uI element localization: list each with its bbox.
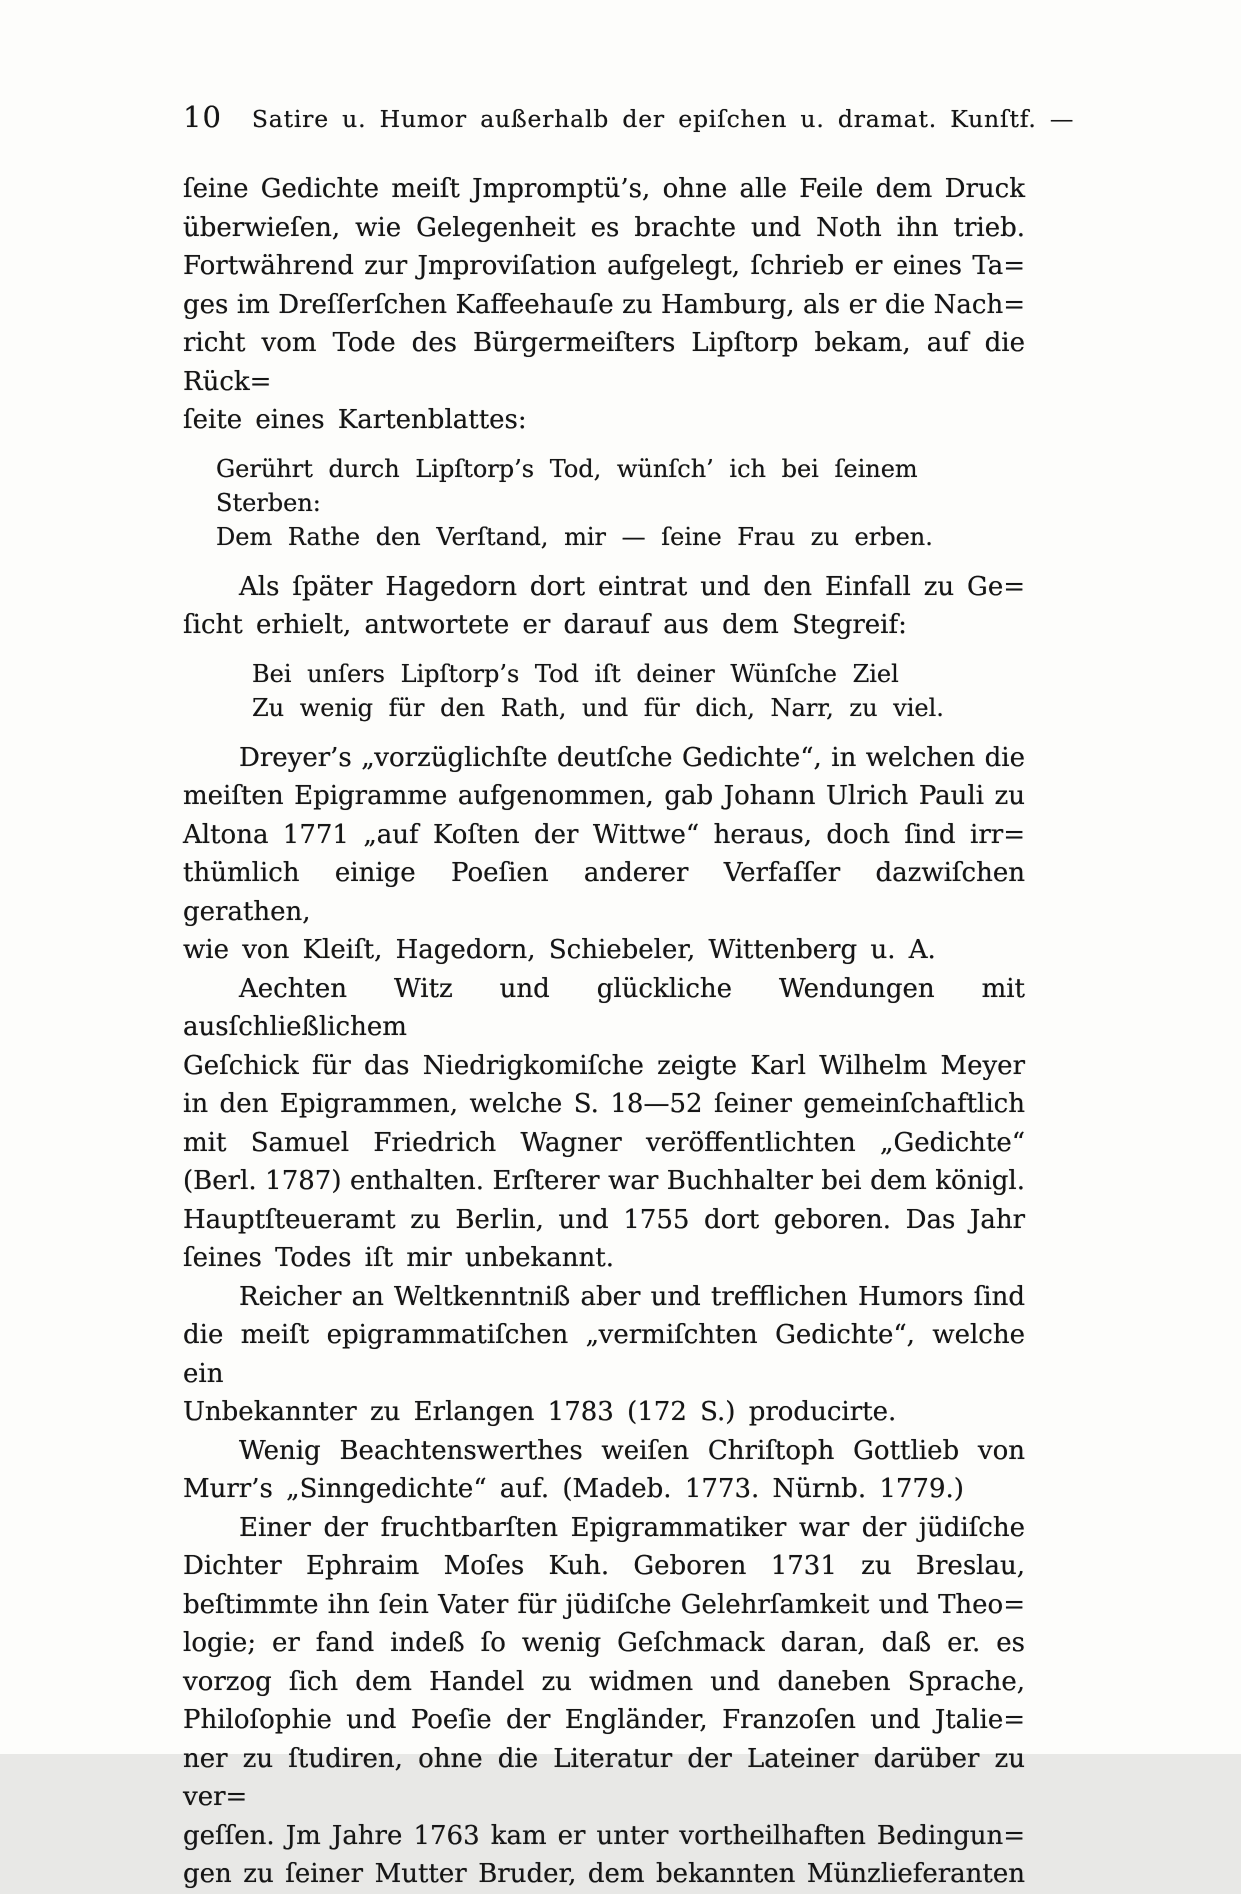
text-line: logie; er fand indeß ſo wenig Geſchmack daran, daß er. es [183, 1628, 1025, 1658]
text-line: Aechten Witz und glückliche Wendungen mit ausſchließlichem [183, 973, 1025, 1042]
text-line: thümlich einige Poeſien anderer Verfaſſer dazwiſchen gerathen, [183, 858, 1025, 927]
text-line: Bei unſers Lipſtorp’s Tod iſt deiner Wünſche Ziel [252, 659, 899, 688]
text-line: Altona 1771 „auf Koſten der Wittwe“ heraus, doch ſind irr= [183, 819, 1025, 850]
text-line: Gerührt durch Lipſtorp’s Tod, wünſch’ ich bei ſeinem Sterben: [216, 454, 918, 517]
verse-block [252, 657, 1025, 725]
text-line: in den Epigrammen, welche S. 18—52 ſeiner gemeinſchaftlich [183, 1089, 1025, 1119]
paragraph [183, 1432, 1025, 1509]
text-line: vorzog ſich dem Handel zu widmen und daneben Sprache, [183, 1666, 1025, 1697]
text-line: Zu wenig für den Rath, und für dich, Narr, zu viel. [252, 693, 944, 722]
text-line: Als ſpäter Hagedorn dort eintrat und den Einfall zu Ge= [239, 571, 1025, 602]
text-line: (Berl. 1787) enthalten. Erſterer war Buchhalter bei dem königl. [183, 1166, 1025, 1196]
text-line: ſeines Todes iſt mir unbekannt. [183, 1243, 614, 1273]
text-line: Einer der fruchtbarſten Epigrammatiker war der jüdiſche [239, 1512, 1025, 1543]
text-line: wie von Kleiſt, Hagedorn, Schiebeler, Wittenberg u. A. [183, 935, 936, 965]
text-line: Dem Rathe den Verſtand, mir — ſeine Frau zu erben. [216, 522, 933, 551]
text-line: ſicht erhielt, antwortete er darauf aus dem Stegreif: [183, 610, 907, 640]
paragraph [183, 568, 1025, 645]
text-line: Philoſophie und Poeſie der Engländer, Franzoſen und Jtalie= [183, 1705, 1025, 1735]
text-line: mit Samuel Friedrich Wagner veröffentlichten „Gedichte“ [183, 1127, 1025, 1158]
text-line: richt vom Tode des Bürgermeiſters Lipſtorp bekam, auf die Rück= [183, 328, 1025, 397]
text-line: Wenig Beachtenswerthes weiſen Chriſtoph Gottlieb von [239, 1435, 1025, 1466]
text-line: Dreyer’s „vorzüglichſte deutſche Gedichte“, in welchen die [239, 742, 1025, 773]
paragraph [183, 1509, 1025, 1894]
text-line: ges im Dreſſerſchen Kaffeehauſe zu Hamburg, als er die Nach= [183, 289, 1025, 320]
text-line: geſſen. Jm Jahre 1763 kam er unter vortheilhaften Bedingun= [183, 1820, 1025, 1851]
text-line: ner zu ſtudiren, ohne die Literatur der Lateiner darüber zu ver= [183, 1743, 1025, 1812]
text-line: Hauptſteueramt zu Berlin, und 1755 dort geboren. Das Jahr [183, 1204, 1025, 1235]
text-line: Fortwährend zur Jmproviſation aufgelegt, ſchrieb er eines Ta= [183, 251, 1025, 281]
paragraph [183, 170, 1025, 440]
text-line: Reicher an Weltkenntniß aber und trefflichen Humors ſind [239, 1281, 1025, 1312]
text-line: Dichter Ephraim Moſes Kuh. Geboren 1731 zu Breslau, [183, 1551, 1025, 1581]
page-number: 10 [183, 100, 222, 134]
text-line: Murr’s „Sinngedichte“ auf. (Madeb. 1773. Nürnb. 1779.) [183, 1474, 964, 1504]
paragraph [183, 1278, 1025, 1432]
text-line: Geſchick für das Niedrigkomiſche zeigte Karl Wilhelm Meyer [183, 1050, 1025, 1081]
text-line: gen zu ſeiner Mutter Bruder, dem bekannten Münzlieferanten [183, 1859, 1025, 1889]
text-line: die meiſt epigrammatiſchen „vermiſchten Gedichte“, welche ein [183, 1320, 1025, 1389]
text-line: ſeite eines Kartenblattes: [183, 405, 527, 435]
running-title: Satire u. Humor außerhalb der epiſchen u. dramat. Kunſtf. — [251, 105, 1075, 133]
running-header [183, 100, 1075, 134]
paragraph [183, 739, 1025, 970]
text-block [183, 170, 1025, 1894]
verse-block [216, 452, 1025, 554]
text-line: überwieſen, wie Gelegenheit es brachte und Noth ihn trieb. [183, 212, 1025, 243]
text-line: ſeine Gedichte meiſt Jmpromptü’s, ohne alle Feile dem Druck [183, 174, 1025, 204]
paragraph [183, 970, 1025, 1278]
text-line: meiſten Epigramme aufgenommen, gab Johann Ulrich Pauli zu [183, 781, 1025, 811]
text-line: Unbekannter zu Erlangen 1783 (172 S.) producirte. [183, 1397, 897, 1427]
text-line: beſtimmte ihn ſein Vater für jüdiſche Gelehrſamkeit und Theo= [183, 1589, 1025, 1620]
